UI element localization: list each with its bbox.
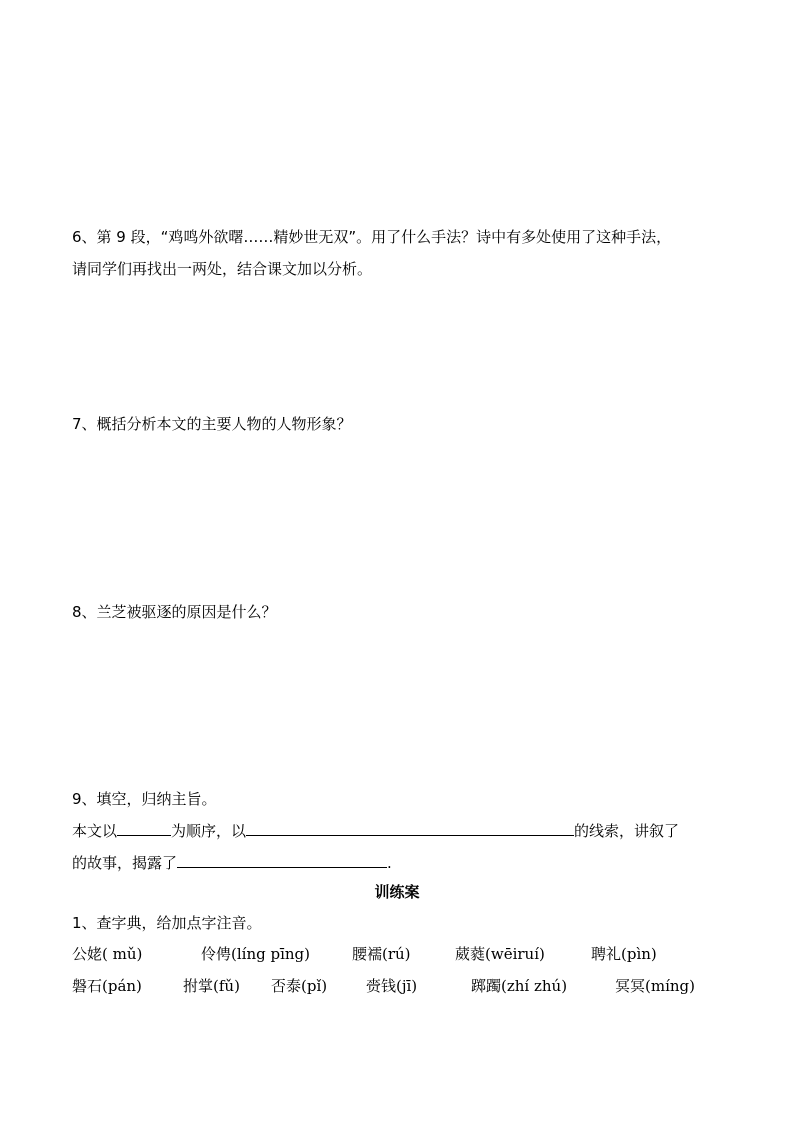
blank-reveal[interactable]: [177, 851, 387, 868]
training-task-1: 1、查字典，给加点字注音。: [72, 914, 262, 932]
question-6-line-2: 请同学们再找出一两处，结合课文加以分析。: [72, 260, 373, 278]
pinyin-item: 冥冥(míng): [615, 977, 695, 995]
blank-order[interactable]: [117, 819, 171, 836]
question-9-fill-line-1: [72, 819, 679, 841]
pinyin-item: 赍钱(jī): [366, 977, 418, 995]
fill-text-c: 的线索，讲叙了: [574, 822, 680, 840]
pinyin-item: 伶俜(líng pīng): [201, 945, 310, 963]
question-6-line-1: 6、第 9 段，“鸡鸣外欲曙……精妙世无双”。用了什么手法？诗中有多处使用了这种手法，: [72, 228, 672, 246]
pinyin-item: 葳蕤(wēiruí): [455, 945, 545, 963]
question-7: 7、概括分析本文的主要人物的人物形象？: [72, 415, 352, 433]
pinyin-item: 否泰(pǐ): [271, 977, 328, 995]
pinyin-item: 公姥( mǔ): [72, 945, 143, 963]
pinyin-item: 磐石(pán): [72, 977, 142, 995]
fill-text-e: .: [387, 854, 392, 872]
blank-clue[interactable]: [246, 819, 574, 836]
question-8: 8、兰芝被驱逐的原因是什么？: [72, 603, 277, 621]
pinyin-item: 踯躅(zhí zhú): [471, 977, 568, 995]
fill-text-a: 本文以: [72, 822, 118, 840]
section-heading-training: 训练案: [374, 883, 420, 901]
question-9-fill-line-2: [72, 851, 392, 873]
pinyin-item: 拊掌(fǔ): [183, 977, 240, 995]
pinyin-item: 腰襦(rú): [352, 945, 411, 963]
fill-text-d: 的故事，揭露了: [72, 854, 178, 872]
question-9-title: 9、填空，归纳主旨。: [72, 790, 217, 808]
pinyin-item: 聘礼(pìn): [591, 945, 657, 963]
fill-text-b: 为顺序，以: [171, 822, 247, 840]
